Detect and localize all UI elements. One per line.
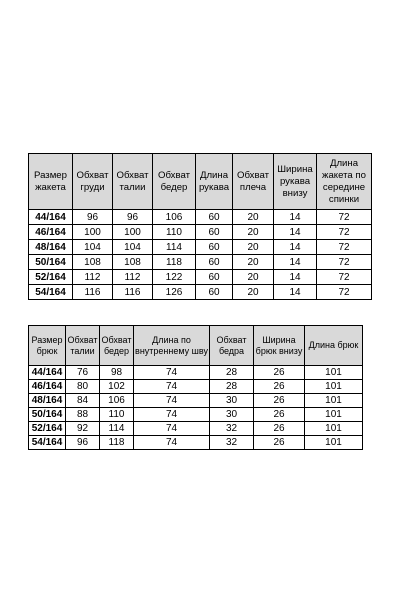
header-cell: Длина по внутреннему шву [134, 326, 210, 366]
header-cell: Обхват бедер [100, 326, 134, 366]
header-cell: Обхват талии [66, 326, 100, 366]
table-cell: 20 [233, 225, 274, 240]
table-cell: 30 [210, 408, 254, 422]
table-cell: 112 [73, 270, 113, 285]
table-cell: 72 [317, 240, 372, 255]
table-cell: 60 [196, 255, 233, 270]
table-cell: 74 [134, 394, 210, 408]
table-row [29, 436, 363, 450]
jacket-size-table [28, 153, 372, 300]
jacket-table-body [29, 210, 372, 300]
table-cell: 112 [113, 270, 153, 285]
header-cell: Размер жакета [29, 154, 73, 210]
table-cell: 74 [134, 380, 210, 394]
pants-size-table [28, 325, 363, 450]
table-cell: 72 [317, 225, 372, 240]
table-cell: 14 [274, 210, 317, 225]
size-cell: 50/164 [29, 408, 66, 422]
size-cell: 54/164 [29, 436, 66, 450]
table-row [29, 380, 363, 394]
size-cell: 46/164 [29, 225, 73, 240]
size-cell: 54/164 [29, 285, 73, 300]
table-cell: 14 [274, 255, 317, 270]
table-cell: 118 [100, 436, 134, 450]
size-cell: 46/164 [29, 380, 66, 394]
header-row [29, 326, 363, 366]
table-cell: 20 [233, 285, 274, 300]
size-cell: 50/164 [29, 255, 73, 270]
header-cell: Обхват бедра [210, 326, 254, 366]
header-cell: Обхват плеча [233, 154, 274, 210]
header-cell: Обхват талии [113, 154, 153, 210]
table-cell: 118 [153, 255, 196, 270]
table-cell: 20 [233, 270, 274, 285]
table-cell: 26 [254, 422, 305, 436]
table-cell: 72 [317, 270, 372, 285]
table-row [29, 394, 363, 408]
table-cell: 96 [66, 436, 100, 450]
table-cell: 102 [100, 380, 134, 394]
table-cell: 100 [113, 225, 153, 240]
table-cell: 32 [210, 436, 254, 450]
size-cell: 52/164 [29, 270, 73, 285]
table-row [29, 255, 372, 270]
table-cell: 101 [305, 394, 363, 408]
table-cell: 104 [73, 240, 113, 255]
table-row [29, 225, 372, 240]
table-cell: 80 [66, 380, 100, 394]
pants-table-header [29, 326, 363, 366]
table-cell: 106 [100, 394, 134, 408]
table-cell: 14 [274, 285, 317, 300]
table-cell: 100 [73, 225, 113, 240]
table-cell: 108 [73, 255, 113, 270]
table-cell: 26 [254, 394, 305, 408]
table-cell: 101 [305, 366, 363, 380]
table-cell: 110 [100, 408, 134, 422]
size-cell: 48/164 [29, 240, 73, 255]
table-cell: 114 [100, 422, 134, 436]
table-cell: 20 [233, 240, 274, 255]
table-cell: 60 [196, 285, 233, 300]
table-cell: 60 [196, 240, 233, 255]
table-cell: 88 [66, 408, 100, 422]
table-cell: 84 [66, 394, 100, 408]
table-cell: 98 [100, 366, 134, 380]
table-cell: 28 [210, 380, 254, 394]
table-cell: 60 [196, 210, 233, 225]
pants-table-body [29, 366, 363, 450]
header-cell: Длина жакета по середине спинки [317, 154, 372, 210]
table-cell: 28 [210, 366, 254, 380]
table-cell: 14 [274, 270, 317, 285]
table-cell: 116 [73, 285, 113, 300]
table-row [29, 210, 372, 225]
jacket-table-header [29, 154, 372, 210]
table-cell: 26 [254, 366, 305, 380]
table-cell: 96 [73, 210, 113, 225]
table-row [29, 240, 372, 255]
table-row [29, 285, 372, 300]
table-cell: 74 [134, 408, 210, 422]
table-cell: 106 [153, 210, 196, 225]
table-cell: 101 [305, 436, 363, 450]
table-cell: 74 [134, 436, 210, 450]
size-cell: 44/164 [29, 366, 66, 380]
table-cell: 20 [233, 210, 274, 225]
table-cell: 26 [254, 436, 305, 450]
table-cell: 60 [196, 270, 233, 285]
table-cell: 108 [113, 255, 153, 270]
table-row [29, 270, 372, 285]
header-cell: Обхват груди [73, 154, 113, 210]
table-cell: 74 [134, 366, 210, 380]
header-cell: Длина брюк [305, 326, 363, 366]
table-cell: 32 [210, 422, 254, 436]
table-cell: 116 [113, 285, 153, 300]
size-cell: 48/164 [29, 394, 66, 408]
table-cell: 60 [196, 225, 233, 240]
table-cell: 26 [254, 380, 305, 394]
table-row [29, 366, 363, 380]
table-cell: 74 [134, 422, 210, 436]
table-cell: 122 [153, 270, 196, 285]
size-cell: 44/164 [29, 210, 73, 225]
size-cell: 52/164 [29, 422, 66, 436]
table-cell: 92 [66, 422, 100, 436]
header-cell: Длина рукава [196, 154, 233, 210]
header-cell: Обхват бедер [153, 154, 196, 210]
table-cell: 14 [274, 225, 317, 240]
table-row [29, 408, 363, 422]
table-cell: 30 [210, 394, 254, 408]
table-cell: 72 [317, 210, 372, 225]
table-cell: 101 [305, 380, 363, 394]
header-cell: Ширина рукава внизу [274, 154, 317, 210]
table-cell: 101 [305, 408, 363, 422]
table-cell: 72 [317, 285, 372, 300]
table-row [29, 422, 363, 436]
table-cell: 110 [153, 225, 196, 240]
table-cell: 101 [305, 422, 363, 436]
table-cell: 20 [233, 255, 274, 270]
table-cell: 104 [113, 240, 153, 255]
table-cell: 14 [274, 240, 317, 255]
table-cell: 126 [153, 285, 196, 300]
header-row [29, 154, 372, 210]
table-cell: 96 [113, 210, 153, 225]
header-cell: Ширина брюк внизу [254, 326, 305, 366]
table-cell: 114 [153, 240, 196, 255]
table-cell: 72 [317, 255, 372, 270]
header-cell: Размер брюк [29, 326, 66, 366]
table-cell: 26 [254, 408, 305, 422]
table-cell: 76 [66, 366, 100, 380]
